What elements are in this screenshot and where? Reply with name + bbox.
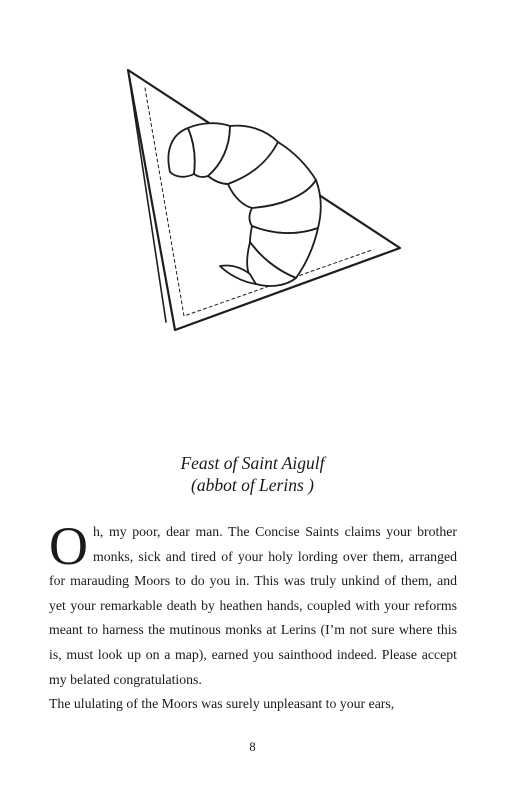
croissant <box>168 123 320 286</box>
paragraph <box>49 516 457 692</box>
paragraph <box>49 692 457 717</box>
chapter-title: Feast of Saint Aigulf <box>180 453 325 473</box>
paragraph-2-text: The ululating of the Moors was surely unpleasant to your ears, <box>49 696 395 712</box>
croissant-on-napkin-illustration <box>110 60 410 350</box>
page-number: 8 <box>249 740 256 754</box>
chapter-heading <box>0 452 505 496</box>
paragraph-1-text: h, my poor, dear man. The Concise Saints claims your brother monks, sick and tired of your holy lording over them, arranged for marauding Moors to do you in. This was truly unkind of them, and yet your remarkable death by heathen hands, coupled with your reforms meant to harness the mutinous monks at Lerins (I’m not sure where this is, must look up on a map), earned you sainthood indeed. Please accept my belated congratulations. <box>49 524 457 687</box>
body-text <box>49 516 457 717</box>
napkin-fold <box>128 70 166 322</box>
chapter-subtitle: (abbot of Lerins ) <box>191 475 314 495</box>
drop-cap: O <box>49 516 88 576</box>
